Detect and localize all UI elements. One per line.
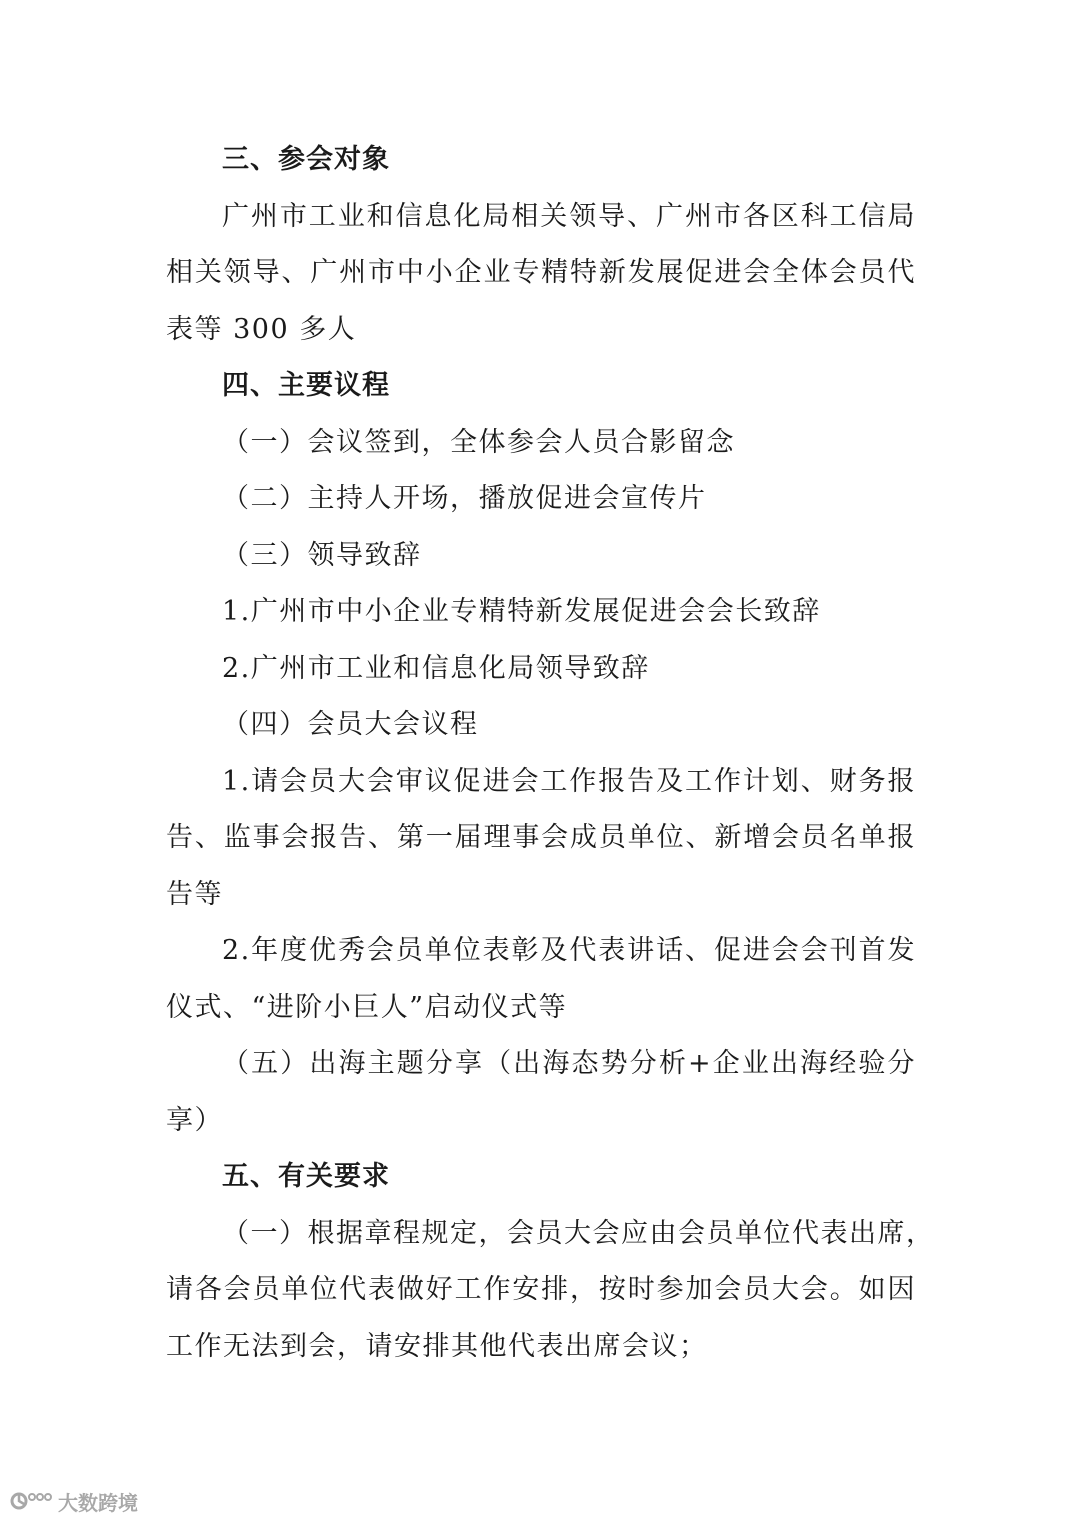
agenda-item: （三）领导致辞	[222, 540, 422, 571]
agenda-item: （二）主持人开场，播放促进会宣传片	[222, 483, 707, 514]
section-heading-attendees: 三、参会对象	[222, 144, 390, 175]
brand-logo-icon	[10, 1488, 54, 1514]
agenda-item: （一）会议签到，全体参会人员合影留念	[222, 427, 735, 458]
paragraph-line: 工作无法到会，请安排其他代表出席会议；	[166, 1331, 708, 1362]
agenda-subitem: 2.广州市工业和信息化局领导致辞	[222, 653, 650, 684]
paragraph-line: 请各会员单位代表做好工作安排，按时参加会员大会。如因	[166, 1274, 916, 1305]
watermark	[10, 1486, 138, 1516]
watermark-text: 大数跨境	[58, 1490, 138, 1515]
paragraph-line: 告、监事会报告、第一届理事会成员单位、新增会员名单报	[166, 822, 916, 853]
paragraph-line: 享）	[166, 1105, 223, 1136]
agenda-subitem: 1.请会员大会审议促进会工作报告及工作计划、财务报	[222, 766, 916, 797]
paragraph-line: 告等	[166, 879, 223, 910]
paragraph-line: 相关领导、广州市中小企业专精特新发展促进会全体会员代	[166, 257, 916, 288]
paragraph-line: 广州市工业和信息化局相关领导、广州市各区科工信局	[222, 201, 916, 232]
agenda-subitem: 1.广州市中小企业专精特新发展促进会会长致辞	[222, 596, 821, 627]
agenda-subitem: 2.年度优秀会员单位表彰及代表讲话、促进会会刊首发	[222, 935, 916, 966]
section-heading-agenda: 四、主要议程	[222, 370, 390, 401]
agenda-item: （五）出海主题分享（出海态势分析+企业出海经验分	[222, 1048, 916, 1079]
requirement-item: （一）根据章程规定，会员大会应由会员单位代表出席，	[222, 1218, 935, 1249]
paragraph-line: 仪式、“进阶小巨人”启动仪式等	[166, 992, 568, 1023]
agenda-item: （四）会员大会议程	[222, 709, 479, 740]
paragraph-line: 表等 300 多人	[166, 314, 357, 345]
section-heading-requirements: 五、有关要求	[222, 1161, 390, 1192]
